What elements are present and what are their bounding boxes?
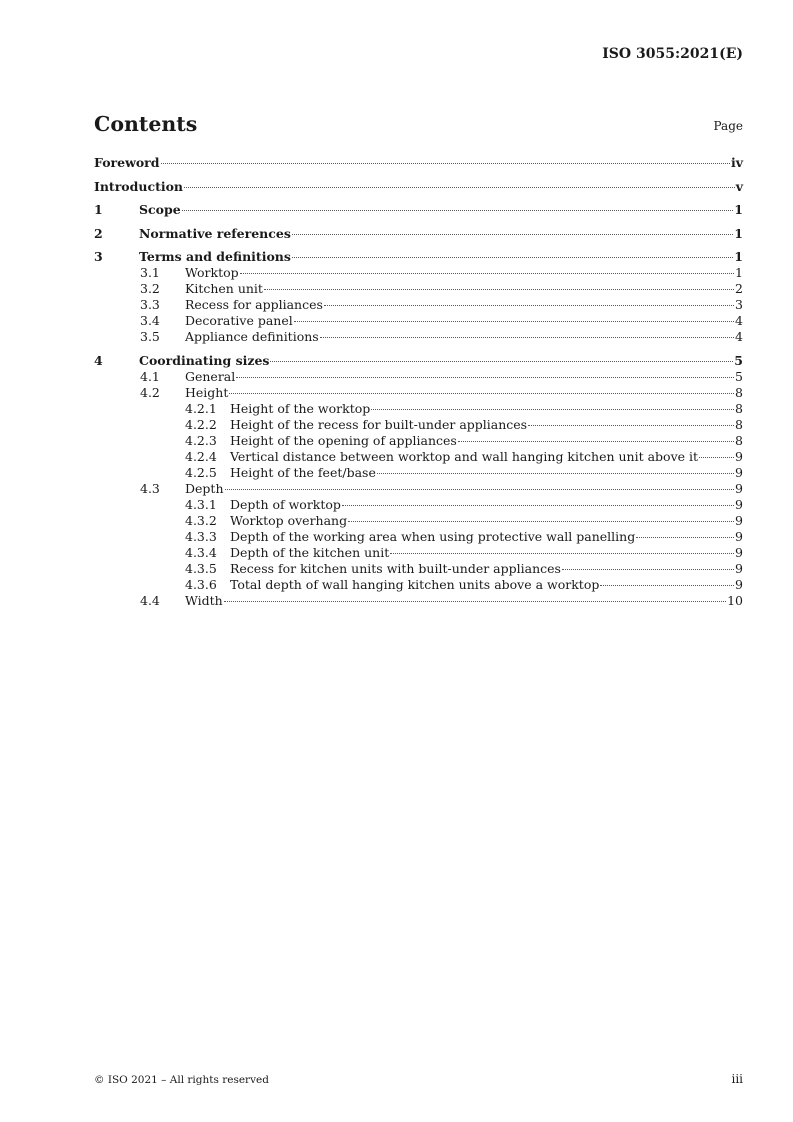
toc-entry-number: 4.3.6 <box>185 576 217 592</box>
toc-entry[interactable] <box>94 179 743 195</box>
toc-entry-page: 1 <box>735 265 743 280</box>
toc-entry-page: 9 <box>735 576 743 592</box>
toc-entry-title: Kitchen unit <box>185 281 263 296</box>
toc-entry-page: 9 <box>735 480 743 496</box>
toc-entry-page: 4 <box>735 313 743 328</box>
toc-entry-number: 4.3.5 <box>185 560 217 576</box>
toc-dot-leader <box>224 601 726 602</box>
toc-entry-page: 9 <box>735 464 743 480</box>
toc-entry-page: 8 <box>735 384 743 400</box>
toc-entry-title: Depth of the working area when using protective wall panelling <box>230 528 636 544</box>
toc-entry-page: 5 <box>735 368 743 384</box>
toc-entry[interactable] <box>94 593 743 609</box>
toc-entry-title: Worktop <box>185 265 239 280</box>
toc-entry[interactable] <box>94 329 743 345</box>
toc-entry[interactable] <box>94 202 743 218</box>
toc-dot-leader <box>699 457 734 458</box>
toc-dot-leader <box>240 273 734 274</box>
toc-entry[interactable] <box>94 281 743 297</box>
toc-entry[interactable] <box>94 577 743 593</box>
toc-entry-number: 3.5 <box>140 329 160 344</box>
toc-dot-leader <box>264 289 734 290</box>
toc-entry-number: 3.1 <box>140 265 160 280</box>
toc-entry-page: 5 <box>734 352 743 368</box>
toc-dot-leader <box>294 321 734 322</box>
toc-entry[interactable] <box>94 297 743 313</box>
toc-entry-page: 9 <box>735 448 743 464</box>
toc-entry[interactable] <box>94 481 743 497</box>
footer-copyright: © ISO 2021 – All rights reserved <box>94 1074 269 1086</box>
toc-entry-title: Height <box>185 384 229 400</box>
toc-entry-number: 1 <box>94 202 103 217</box>
toc-entry-number: 4.2.4 <box>185 448 217 464</box>
toc-entry-title: Vertical distance between worktop and wall hanging kitchen unit above it <box>230 448 699 464</box>
toc-entry-title: Depth of worktop <box>230 496 341 512</box>
toc-dot-leader <box>225 489 735 490</box>
toc-entry-title: Appliance definitions <box>185 329 319 344</box>
toc-dot-leader <box>562 569 734 570</box>
toc-entry-number: 4.2.1 <box>185 400 217 416</box>
toc-dot-leader <box>161 163 730 164</box>
toc-entry-title: Depth of the kitchen unit <box>230 544 390 560</box>
toc-dot-leader <box>377 473 734 474</box>
toc-entry-page: 1 <box>734 202 743 217</box>
toc-entry-number: 4.3.4 <box>185 544 217 560</box>
toc-entry-title: Normative references <box>139 225 291 241</box>
toc-entry-number: 4.3.1 <box>185 496 217 512</box>
toc-entry[interactable] <box>94 513 743 529</box>
footer-page-number: iii <box>731 1072 743 1086</box>
toc-entry-title: Depth <box>185 480 224 496</box>
toc-entry-number: 2 <box>94 225 103 241</box>
toc-entry-title: Width <box>185 592 223 608</box>
toc-entry-page: 4 <box>735 329 743 344</box>
toc-dot-leader <box>600 585 734 586</box>
toc-entry-title: Recess for appliances <box>185 297 323 312</box>
toc-entry-page: 2 <box>735 281 743 296</box>
toc-entry[interactable] <box>94 433 743 449</box>
toc-entry-page: 10 <box>727 592 743 608</box>
toc-entry-number: 4.4 <box>140 592 160 608</box>
toc-entry-page: v <box>735 178 743 194</box>
page-column-label: Page <box>713 119 743 133</box>
toc-entry-page: 1 <box>734 225 743 241</box>
toc-entry[interactable] <box>94 226 743 242</box>
toc-entry-page: 3 <box>735 297 743 312</box>
toc-entry-number: 4.2.2 <box>185 416 217 432</box>
toc-entry[interactable] <box>94 497 743 513</box>
toc-dot-leader <box>342 505 734 506</box>
toc-dot-leader <box>182 210 734 211</box>
toc-entry-page: 9 <box>735 496 743 512</box>
toc-entry-title: Height of the opening of appliances <box>230 432 457 448</box>
toc-entry-page: iv <box>730 155 743 170</box>
toc-entry-page: 9 <box>735 528 743 544</box>
toc-entry-title: Recess for kitchen units with built-under appliances <box>230 560 561 576</box>
toc-entry[interactable] <box>94 449 743 465</box>
toc-dot-leader <box>292 234 733 235</box>
toc-entry-page: 1 <box>734 249 743 264</box>
toc-entry[interactable] <box>94 561 743 577</box>
toc-entry-number: 4.3.3 <box>185 528 217 544</box>
toc-entry-page: 8 <box>735 400 743 416</box>
toc-dot-leader <box>184 187 735 188</box>
toc-entry[interactable] <box>94 417 743 433</box>
toc-entry-title: Total depth of wall hanging kitchen units above a worktop <box>230 576 600 592</box>
toc-entry[interactable] <box>94 353 743 369</box>
toc-dot-leader <box>324 305 734 306</box>
toc-entry-title: Height of the feet/base <box>230 464 376 480</box>
toc-entry[interactable] <box>94 155 743 171</box>
toc-entry-number: 3 <box>94 249 103 264</box>
toc-entry-title: Coordinating sizes <box>139 352 270 368</box>
toc-dot-leader <box>390 553 734 554</box>
toc-entry-number: 4.3.2 <box>185 512 217 528</box>
toc-dot-leader <box>320 337 734 338</box>
toc-dot-leader <box>371 409 734 410</box>
toc-entry-number: 3.3 <box>140 297 160 312</box>
toc-entry-title: Terms and definitions <box>139 249 291 264</box>
toc-entry[interactable] <box>94 401 743 417</box>
toc-entry-page: 9 <box>735 544 743 560</box>
toc-entry-page: 9 <box>735 560 743 576</box>
toc-entry-page: 8 <box>735 432 743 448</box>
toc-entry-number: 4.2 <box>140 384 160 400</box>
toc-entry-number: 4 <box>94 352 103 368</box>
toc-entry-number: 4.2.3 <box>185 432 217 448</box>
toc-entry[interactable] <box>94 369 743 385</box>
toc-dot-leader <box>292 257 733 258</box>
toc-entry-title: Height of the recess for built-under appliances <box>230 416 528 432</box>
toc-dot-leader <box>236 377 734 378</box>
toc-entry-number: 4.2.5 <box>185 464 217 480</box>
toc-entry-number: 4.1 <box>140 368 160 384</box>
toc-entry-number: 3.4 <box>140 313 160 328</box>
toc-entry[interactable] <box>94 385 743 401</box>
toc-dot-leader <box>636 537 734 538</box>
toc-dot-leader <box>528 425 734 426</box>
toc-entry-title: Height of the worktop <box>230 400 371 416</box>
toc-entry-page: 9 <box>735 512 743 528</box>
toc-dot-leader <box>458 441 734 442</box>
toc-entry[interactable] <box>94 249 743 265</box>
toc-entry-title: General <box>185 368 236 384</box>
table-of-contents <box>94 155 743 609</box>
contents-title: Contents <box>94 112 198 136</box>
document-id: ISO 3055:2021(E) <box>602 46 743 62</box>
toc-dot-leader <box>229 393 734 394</box>
toc-entry[interactable] <box>94 265 743 281</box>
toc-entry-title: Scope <box>139 202 181 217</box>
toc-entry-number: 4.3 <box>140 480 160 496</box>
toc-dot-leader <box>348 521 734 522</box>
toc-entry-title: Worktop overhang <box>230 512 348 528</box>
toc-entry-title: Foreword <box>94 155 160 170</box>
toc-entry[interactable] <box>94 465 743 481</box>
toc-entry[interactable] <box>94 313 743 329</box>
toc-entry-title: Decorative panel <box>185 313 293 328</box>
toc-entry-page: 8 <box>735 416 743 432</box>
toc-dot-leader <box>270 361 733 362</box>
toc-entry[interactable] <box>94 545 743 561</box>
toc-entry[interactable] <box>94 529 743 545</box>
toc-entry-title: Introduction <box>94 178 184 194</box>
toc-entry-number: 3.2 <box>140 281 160 296</box>
